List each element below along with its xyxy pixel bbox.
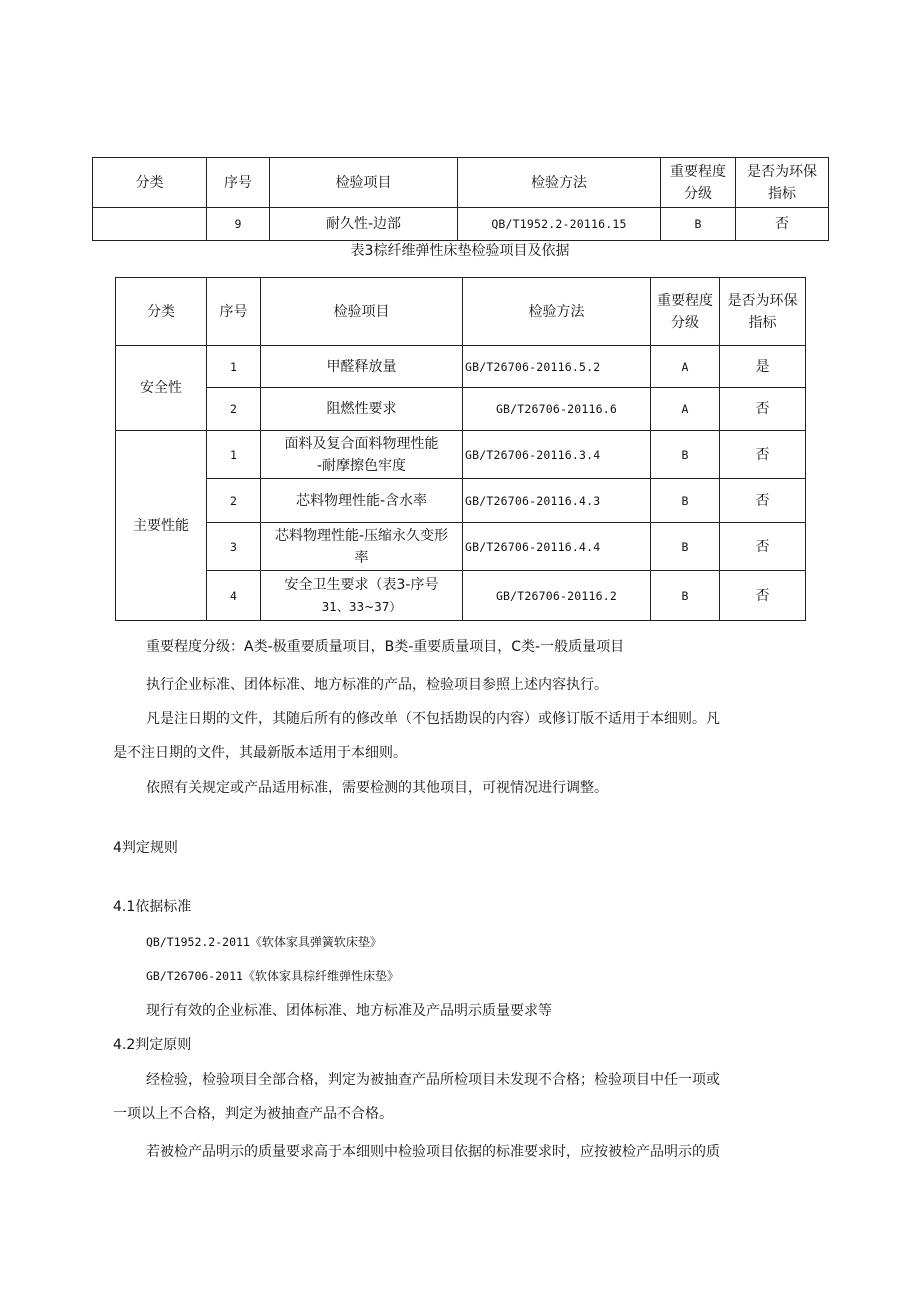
standard-item: 现行有效的企业标准、团体标准、地方标准及产品明示质量要求等 [146,1003,552,1019]
cell-method: GB/T26706-20116.4.3 [463,479,651,523]
cell-grade: A [651,346,720,388]
cell-item: 芯料物理性能-含水率 [261,479,463,523]
section-heading-4-1: 4.1依据标准 [113,899,192,915]
header-item: 检验项目 [261,278,463,346]
header-no: 序号 [207,158,270,208]
table-header-row [93,158,829,208]
cell-category [93,208,207,241]
header-category: 分类 [93,158,207,208]
table-header-row [116,278,806,346]
group-category-safety: 安全性 [116,346,207,431]
cell-item: 阻燃性要求 [261,388,463,431]
cell-no: 2 [207,388,261,431]
cell-env: 否 [720,523,806,571]
cell-method: QB/T1952.2-20116.15 [458,208,661,241]
cell-method: GB/T26706-20116.2 [463,571,651,621]
inspection-table [115,277,806,621]
table-row [93,208,829,241]
header-category: 分类 [116,278,207,346]
rule-1-line-1: 经检验，检验项目全部合格，判定为被抽查产品所检项目未发现不合格；检验项目中任一项或 [146,1072,720,1088]
cell-no: 4 [207,571,261,621]
header-method: 检验方法 [458,158,661,208]
header-item: 检验项目 [270,158,458,208]
table-continued [92,157,829,241]
group-category-performance: 主要性能 [116,431,207,621]
cell-env: 否 [720,479,806,523]
dated-docs-line-2: 是不注日期的文件，其最新版本适用于本细则。 [113,745,407,761]
table-row [116,571,806,621]
header-importance: 重要程度 分级 [661,158,736,208]
standard-item: QB/T1952.2-2011《软体家具弹簧软床垫》 [146,935,382,949]
cell-no: 1 [207,431,261,479]
cell-env: 否 [720,431,806,479]
dated-docs-line-1: 凡是注日期的文件，其随后所有的修改单（不包括勘误的内容）或修订版不适用于本细则。凡 [146,711,720,727]
table-row [116,388,806,431]
header-no: 序号 [207,278,261,346]
table-row [116,346,806,388]
table-caption: 表3棕纤维弹性床垫检验项目及依据 [350,243,570,259]
cell-env: 是 [720,346,806,388]
cell-no: 3 [207,523,261,571]
cell-grade: B [651,479,720,523]
cell-grade: B [651,571,720,621]
cell-env: 否 [720,571,806,621]
section-heading-4-2: 4.2判定原则 [113,1037,192,1053]
cell-grade: B [651,431,720,479]
cell-item: 面料及复合面料物理性能 -耐摩擦色牢度 [261,431,463,479]
table-row [116,479,806,523]
header-importance: 重要程度 分级 [651,278,720,346]
cell-no: 9 [207,208,270,241]
header-env: 是否为环保 指标 [720,278,806,346]
rule-2-line-1: 若被检产品明示的质量要求高于本细则中检验项目依据的标准要求时，应按被检产品明示的质 [146,1144,720,1160]
cell-item: 芯料物理性能-压缩永久变形 率 [261,523,463,571]
table-row [116,431,806,479]
standard-item: GB/T26706-2011《软体家具棕纤维弹性床垫》 [146,969,399,983]
table-row [116,523,806,571]
cell-no: 1 [207,346,261,388]
cell-no: 2 [207,479,261,523]
cell-item: 耐久性-边部 [270,208,458,241]
cell-grade: B [661,208,736,241]
cell-grade: A [651,388,720,431]
cell-grade: B [651,523,720,571]
cell-item: 甲醛释放量 [261,346,463,388]
cell-method: GB/T26706-20116.3.4 [463,431,651,479]
section-heading-4: 4判定规则 [113,840,178,856]
header-method: 检验方法 [463,278,651,346]
rule-1-line-2: 一项以上不合格，判定为被抽查产品不合格。 [113,1106,393,1122]
grade-note: 重要程度分级：A类-极重要质量项目，B类-重要质量项目，C类-一般质量项目 [146,639,625,655]
cell-method: GB/T26706-20116.6 [463,388,651,431]
header-env: 是否为环保 指标 [736,158,829,208]
exec-note: 执行企业标准、团体标准、地方标准的产品，检验项目参照上述内容执行。 [146,677,608,693]
cell-method: GB/T26706-20116.4.4 [463,523,651,571]
cell-env: 否 [720,388,806,431]
cell-env: 否 [736,208,829,241]
cell-item: 安全卫生要求（表3-序号 31、33~37） [261,571,463,621]
other-items-note: 依照有关规定或产品适用标准，需要检测的其他项目，可视情况进行调整。 [146,780,608,796]
cell-method: GB/T26706-20116.5.2 [463,346,651,388]
